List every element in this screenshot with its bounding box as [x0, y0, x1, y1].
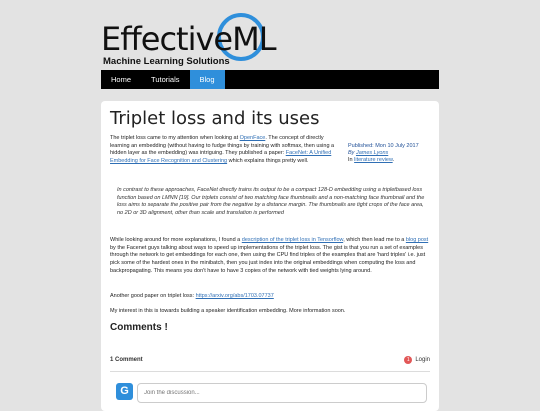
post-paragraph-3 — [110, 293, 432, 301]
tensorflow-triplet-link[interactable]: description of the triplet loss in Tensorflow — [241, 237, 344, 243]
post-intro — [110, 135, 338, 166]
post-paragraph-4: My interest in this is towards building a speaker identification embedding. More information soon. — [110, 308, 346, 314]
intro-text-3: which explains things pretty well. — [227, 158, 309, 165]
author-link[interactable]: James Lyons — [355, 150, 389, 157]
user-avatar: G — [116, 383, 133, 400]
post-category-line — [348, 157, 430, 164]
discussion-input[interactable] — [137, 383, 427, 403]
comments-heading: Comments ! — [110, 322, 168, 333]
facenet-quote: In contrast to these approaches, FaceNet directly trains its output to be a compact 128-D embedding using a tripletbased loss function based on LMNN [19]. Our triplets consist of two matching face thumbnails and a non-matching face thumbnail and the loss aims to separate the positive pair from the negative by a distance margin. The thumbnails are tight crops of the face area, no 2D or 3D alignment, other than scale and translation is performed — [117, 187, 425, 216]
site-tagline: Machine Learning Solutions — [103, 56, 230, 67]
nav-tab-blog[interactable]: Blog — [190, 70, 225, 89]
intro-text-1: The triplet loss came to my attention when looking at — [110, 135, 240, 141]
post-card — [101, 101, 439, 411]
post-title: Triplet loss and its uses — [110, 108, 320, 129]
main-nav — [101, 70, 439, 89]
notification-badge: 1 — [404, 356, 412, 364]
facenet-paper-link[interactable]: FaceNet: A Unified Embedding for Face Recognition and Clustering — [110, 150, 332, 165]
site-logo[interactable]: EffectiveML — [101, 20, 276, 58]
in-prefix: In — [348, 157, 355, 164]
post-author-line — [348, 150, 430, 157]
arxiv-link[interactable]: https://arxiv.org/abs/1703.07737 — [195, 293, 274, 299]
login-label: Login — [415, 357, 430, 363]
post-meta — [348, 143, 430, 165]
comment-count: 1 Comment — [110, 357, 143, 363]
blog-post-link[interactable]: blog post — [405, 237, 429, 243]
openface-link[interactable]: OpenFace — [239, 135, 266, 141]
site-header — [0, 0, 540, 100]
category-link[interactable]: literature review — [354, 157, 393, 164]
para2-text-2: , which then lead me to a — [343, 237, 406, 243]
intro-text-2: . The concept of directly learning an embedding (without having to fudge things by training with softmax, then using a hidden layer as the embedding) was intriguing. They published a paper: — [110, 135, 335, 157]
para2-text-1: While looking around for more explanations, I found a — [110, 237, 242, 243]
post-paragraph-2 — [110, 237, 432, 276]
comments-bar — [110, 357, 430, 372]
nav-tab-tutorials[interactable]: Tutorials — [151, 75, 180, 84]
published-date: Published: Mon 10 July 2017 — [348, 143, 419, 149]
nav-tab-home[interactable]: Home — [111, 75, 132, 84]
category-suffix: . — [392, 157, 395, 164]
para2-text-3: by the Facenet guys talking about ways to speed up implementations of the triplet loss. The gist is that you run a set of examples through the network to get embeddings for each one, then using the CPU find triples of the examples that are 'hard triples' i.e. just pick some of the hardest ones in the minibatch, then you just index into the original embeddings when computing the loss and backpropagating. This means you don't have to have 3 copies of the network with tied weights lying around. — [110, 244, 426, 274]
by-prefix: By — [348, 150, 356, 157]
login-button[interactable] — [404, 356, 430, 364]
para3-text-1: Another good paper on triplet loss: — [110, 293, 196, 299]
